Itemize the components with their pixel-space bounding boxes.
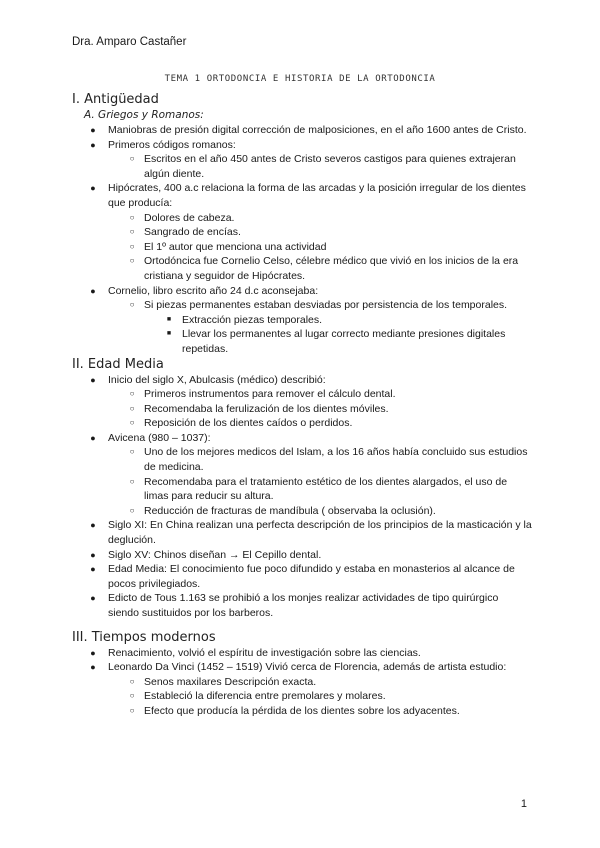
list-item: ● Edad Media: El conocimiento fue poco difundido y estaba en monasterios al alcance de pocos privilegiados. [72,562,532,591]
list-item: ○ Senos maxilares Descripción exacta. [108,675,532,690]
circle-bullet-icon: ○ [129,403,135,413]
list [108,298,532,356]
list-item: ○ Dolores de cabeza. [108,211,532,226]
bullet-icon: ● [90,139,96,150]
square-bullet-icon: ■ [166,330,172,338]
list-item: ○ Recomendaba para el tratamiento estético de los dientes alargados, el uso de limas para reducir su altura. [108,475,532,504]
list-item: ● Maniobras de presión digital corrección de malposiciones, en el año 1600 antes de Cristo. [72,123,532,138]
circle-bullet-icon: ○ [129,154,135,164]
square-bullet-icon: ■ [166,315,172,323]
list-item: ● Avicena (980 – 1037): ○ Uno de los mejores medicos del Islam, a los 16 años había concluido sus estudios de medicina. ○ Recomendaba para el tratamiento estético de los dientes alargados, el uso de limas para reducir su altura. ○ Reducción de fracturas de mandíbula ( observaba la oclusión). [72,431,532,519]
section-heading-tiempos-modernos: III. Tiempos modernos [72,629,216,645]
list-item: ○ Primeros instrumentos para remover el cálculo dental. [108,387,532,402]
list-item: ● Primeros códigos romanos: ○ Escritos en el año 450 antes de Cristo severos castigos para quienes extrajeran algún diente. [72,138,532,182]
bullet-icon: ● [90,520,96,531]
bullet-icon: ● [90,564,96,575]
list-item: ○ Uno de los mejores medicos del Islam, a los 16 años había concluido sus estudios de medicina. [108,445,532,474]
circle-bullet-icon: ○ [129,212,135,222]
list [108,211,532,284]
list-item: ● Hipócrates, 400 a.c relaciona la forma de las arcadas y la posición irregular de los dientes que producía: ○ Dolores de cabeza. ○ Sangrado de encías. ○ El 1º autor que menciona una actividad ○ Ortodóncica fue Cornelio Celso, célebre médico que vivió en los inicios de la era cristiana y seguidor de Hipócrates. [72,181,532,283]
list [72,123,532,357]
list-item: ● Siglo XV: Chinos diseñan → El Cepillo dental. [72,548,532,563]
circle-bullet-icon: ○ [129,691,135,701]
bullet-icon: ● [90,432,96,443]
document-title: TEMA 1 ORTODONCIA E HISTORIA DE LA ORTODONCIA [164,74,436,84]
list [72,373,532,621]
list-item: ○ Ortodóncica fue Cornelio Celso, célebre médico que vivió en los inicios de la era cristiana y seguidor de Hipócrates. [108,254,532,283]
bullet-icon: ● [90,374,96,385]
section-heading-antiguedad: I. Antigüedad [72,92,159,107]
bullet-icon: ● [90,285,96,296]
bullet-icon: ● [90,549,96,560]
author-header: Dra. Amparo Castañer [72,36,187,48]
list-item: ■ Llevar los permanentes al lugar correcto mediante presiones digitales repetidas. [144,327,532,356]
circle-bullet-icon: ○ [129,705,135,715]
bullet-icon: ● [90,593,96,604]
list-item: ○ Estableció la diferencia entre premolares y molares. [108,689,532,704]
bullet-icon: ● [90,647,96,658]
list-item: ● Siglo XI: En China realizan una perfecta descripción de los principios de la masticación y la deglución. [72,518,532,547]
list-item: ● Inicio del siglo X, Abulcasis (médico) describió: ○ Primeros instrumentos para remover el cálculo dental. ○ Recomendaba la ferulización de los dientes móviles. ○ Reposición de los dientes caídos o perdidos. [72,373,532,431]
list-item: ○ Reposición de los dientes caídos o perdidos. [108,416,532,431]
list [108,387,532,431]
section-spacer [72,621,532,630]
list-item: ● Renacimiento, volvió el espíritu de investigación sobre las ciencias. [72,646,532,661]
document-body [72,92,532,719]
list [108,445,532,518]
list-item: ○ Recomendaba la ferulización de los dientes móviles. [108,402,532,417]
list [108,152,532,181]
list [108,675,532,719]
circle-bullet-icon: ○ [129,256,135,266]
list-item: ○ El 1º autor que menciona una actividad [108,240,532,255]
bullet-icon: ● [90,125,96,135]
circle-bullet-icon: ○ [129,241,135,251]
list-item: ● Leonardo Da Vinci (1452 – 1519) Vivió cerca de Florencia, además de artista estudio: ○ Senos maxilares Descripción exacta. ○ Estableció la diferencia entre premolares y molares. ○ Efecto que producía la pérdida de los dientes sobre los adyacentes. [72,660,532,718]
circle-bullet-icon: ○ [129,300,135,310]
section-heading-edad-media: II. Edad Media [72,356,164,372]
list-item: ● Cornelio, libro escrito año 24 d.c aconsejaba: ○ Si piezas permanentes estaban desviadas por persistencia de los temporales. ■ Extracción piezas temporales. ■ Llevar los permanentes al lugar correcto mediante presiones digitales repetidas. [72,284,532,357]
list-item: ■ Extracción piezas temporales. [144,313,532,328]
circle-bullet-icon: ○ [129,227,135,237]
list-item: ○ Escritos en el año 450 antes de Cristo severos castigos para quienes extrajeran algún diente. [108,152,532,181]
circle-bullet-icon: ○ [129,389,135,399]
list-item: ○ Sangrado de encías. [108,225,532,240]
list [144,313,532,357]
circle-bullet-icon: ○ [129,676,135,686]
circle-bullet-icon: ○ [129,418,135,428]
list-item: ● Edicto de Tous 1.163 se prohibió a los monjes realizar actividades de tipo quirúrgico siendo sustituidos por los barberos. [72,591,532,620]
list [72,646,532,719]
page-number: 1 [520,798,527,810]
circle-bullet-icon: ○ [129,447,135,457]
list-item: ○ Reducción de fracturas de mandíbula ( observaba la oclusión). [108,504,532,519]
subsection-heading-griegos-romanos: A. Griegos y Romanos: [84,109,204,121]
circle-bullet-icon: ○ [129,476,135,486]
circle-bullet-icon: ○ [129,505,135,515]
bullet-icon: ● [90,662,96,673]
bullet-icon: ● [90,183,96,194]
list-item: ○ Si piezas permanentes estaban desviadas por persistencia de los temporales. ■ Extracción piezas temporales. ■ Llevar los permanentes al lugar correcto mediante presiones digitales repetidas. [108,298,532,356]
list-item: ○ Efecto que producía la pérdida de los dientes sobre los adyacentes. [108,704,532,719]
